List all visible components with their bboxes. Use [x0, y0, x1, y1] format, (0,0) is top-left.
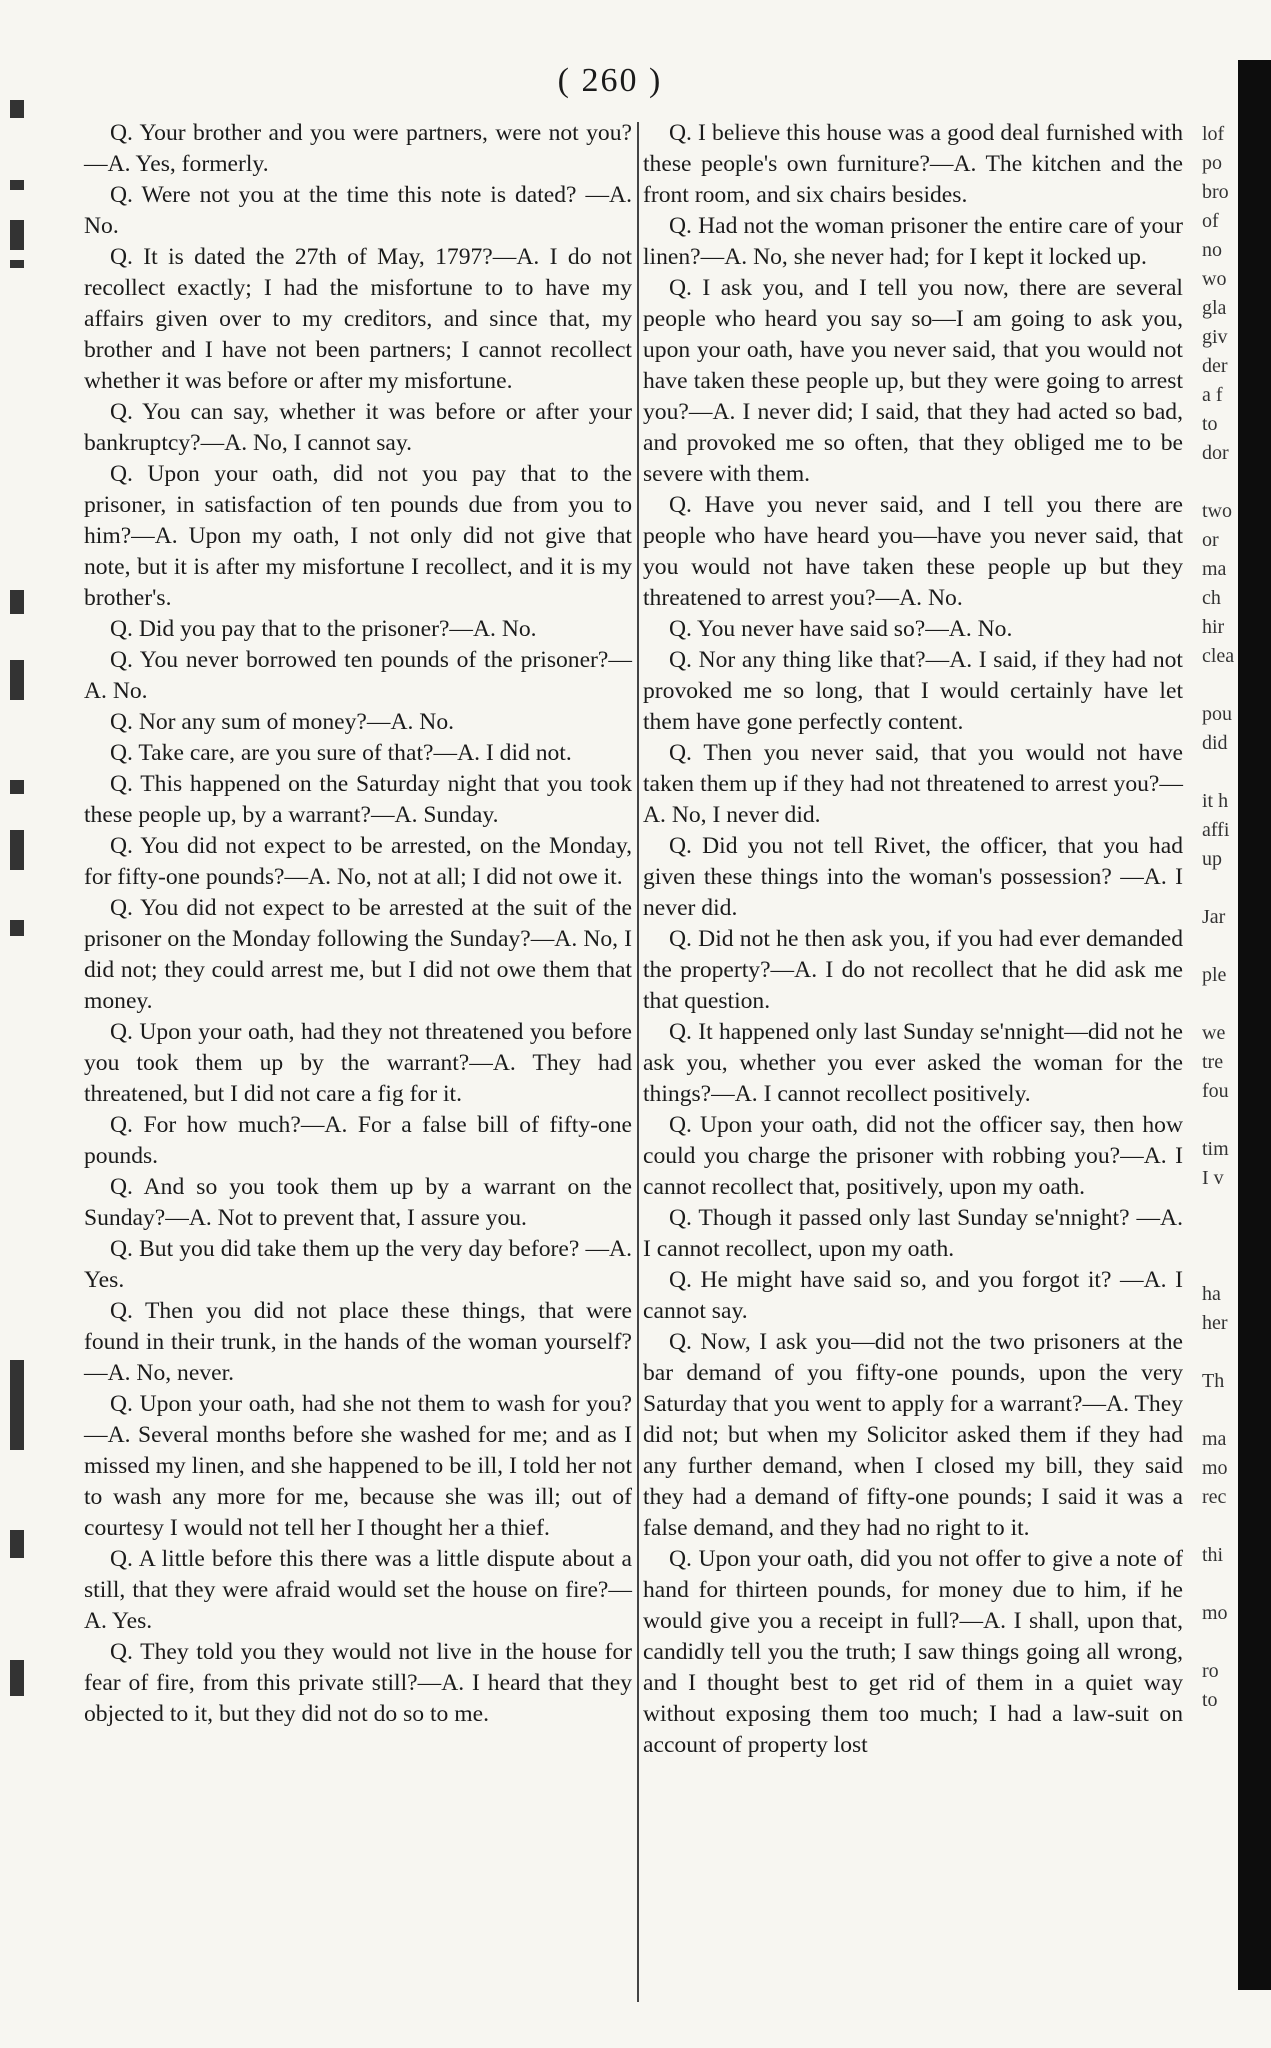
facing-page-fragment: did	[1202, 732, 1228, 754]
facing-page-fragment: der	[1202, 355, 1228, 377]
qa-paragraph: Q. A little before this there was a little dispute about a still, that they were afraid would set the house on fire?—A. Yes.	[84, 1546, 632, 1634]
facing-page-fragment: fou	[1202, 1080, 1229, 1102]
qa-paragraph: Q. Did you pay that to the prisoner?—A. No.	[110, 616, 537, 642]
facing-page-fragment: ma	[1202, 558, 1227, 580]
binding-gutter-marks	[0, 60, 40, 1960]
facing-page-fragment: Jar	[1202, 906, 1226, 928]
qa-paragraph: Q. Nor any sum of money?—A. No.	[110, 709, 455, 735]
qa-paragraph: Q. You never borrowed ten pounds of the prisoner?—A. No.	[84, 647, 632, 704]
facing-page-fragment: of	[1202, 210, 1219, 232]
qa-paragraph: Q. You did not expect to be arrested, on the Monday, for fifty-one pounds?—A. No, not at all; I did not owe it.	[84, 833, 632, 890]
facing-page-fragment: ha	[1202, 1283, 1221, 1305]
facing-page-fragment: giv	[1202, 326, 1228, 348]
facing-page-fragment: a f	[1202, 384, 1223, 406]
qa-paragraph: Q. Upon your oath, did not the officer say, then how could you charge the prisoner with robbing you?—A. I cannot recollect that, positively, upon my oath.	[643, 1112, 1183, 1200]
qa-paragraph: Q. This happened on the Saturday night that you took these people up, by a warrant?—A. Sunday.	[84, 771, 632, 828]
qa-paragraph: Q. Though it passed only last Sunday se'nnight? —A. I cannot recollect, upon my oath.	[643, 1205, 1183, 1262]
qa-paragraph: Q. They told you they would not live in the house for fear of fire, from this private still?—A. I heard that they objected to it, but they did not do so to me.	[84, 1639, 632, 1727]
qa-paragraph: Q. Now, I ask you—did not the two prisoners at the bar demand of you fifty-one pounds, upon the very Saturday that you went to apply for a warrant?—A. They did not; but when my Solicitor asked them if they had any further demand, when I closed my bill, they said they had a demand of fifty-one pounds; I said it was a false demand, and they had no right to it.	[643, 1329, 1183, 1541]
binding-shadow	[1238, 60, 1271, 1990]
facing-page-fragment: two	[1202, 500, 1232, 522]
left-column	[84, 118, 632, 1730]
facing-page-fragment: wo	[1202, 268, 1227, 290]
qa-paragraph: Q. Did you not tell Rivet, the officer, that you had given these things into the woman's possession? —A. I never did.	[643, 833, 1183, 921]
facing-page-fragment: clea	[1202, 645, 1235, 667]
facing-page-fragment: tre	[1202, 1051, 1224, 1073]
facing-page-fragment: ch	[1202, 587, 1221, 609]
qa-paragraph: Q. I ask you, and I tell you now, there are several people who heard you say so—I am going to ask you, upon your oath, have you never said, that you would not have taken these people up, but they were going to arrest you?—A. I never did; I said, that they had acted so bad, and provoked me so often, that they obliged me to be severe with them.	[643, 275, 1183, 487]
facing-page-fragment: or	[1202, 529, 1219, 551]
facing-page-fragment: her	[1202, 1312, 1228, 1334]
facing-page-fragment: affi	[1202, 819, 1230, 841]
facing-page-fragment: ple	[1202, 964, 1227, 986]
qa-paragraph: Q. Were not you at the time this note is dated? —A. No.	[84, 182, 632, 239]
qa-paragraph: Q. Upon your oath, had she not them to wash for you?—A. Several months before she washed for me; and as I missed my linen, and she happened to be ill, I told her not to wash any more for me, because she was ill; out of courtesy I would not tell her I thought her a thief.	[84, 1391, 632, 1541]
facing-page-fragment: I v	[1202, 1167, 1224, 1189]
facing-page-fragment: rec	[1202, 1486, 1227, 1508]
facing-page-fragment: to	[1202, 413, 1218, 435]
qa-paragraph: Q. It is dated the 27th of May, 1797?—A. I do not recollect exactly; I had the misfortune to to have my affairs given over to my creditors, and since that, my brother and I have not been partners; I cannot recollect whether it was before or after my misfortune.	[84, 244, 632, 394]
facing-page-fragment: bro	[1202, 181, 1229, 203]
qa-paragraph: Q. But you did take them up the very day before? —A. Yes.	[84, 1236, 632, 1293]
qa-paragraph: Q. I believe this house was a good deal furnished with these people's own furniture?—A. The kitchen and the front room, and six chairs besides.	[643, 120, 1183, 208]
facing-page-fragment: gla	[1202, 297, 1227, 319]
qa-paragraph: Q. You did not expect to be arrested at the suit of the prisoner on the Monday following the Sunday?—A. No, I did not; they could arrest me, but I did not owe them that money.	[84, 895, 632, 1014]
facing-page-fragment: po	[1202, 152, 1222, 174]
qa-paragraph: Q. Your brother and you were partners, were not you?—A. Yes, formerly.	[84, 120, 632, 177]
facing-page-fragment: lof	[1202, 123, 1225, 145]
qa-paragraph: Q. Upon your oath, had they not threatened you before you took them up by the warrant?—A. They had threatened, but I did not care a fig for it.	[84, 1019, 632, 1107]
qa-paragraph: Q. He might have said so, and you forgot it? —A. I cannot say.	[643, 1267, 1183, 1324]
qa-paragraph: Q. Nor any thing like that?—A. I said, if they had not provoked me so long, that I would certainly have let them have gone perfectly content.	[643, 647, 1183, 735]
facing-page-fragment: it h	[1202, 790, 1229, 812]
right-column	[643, 118, 1183, 1761]
facing-page-fragment: tim	[1202, 1138, 1229, 1160]
qa-paragraph: Q. And so you took them up by a warrant on the Sunday?—A. Not to prevent that, I assure you.	[84, 1174, 632, 1231]
qa-paragraph: Q. Had not the woman prisoner the entire care of your linen?—A. No, she never had; for I kept it locked up.	[643, 213, 1183, 270]
qa-paragraph: Q. For how much?—A. For a false bill of fifty-one pounds.	[84, 1112, 632, 1169]
qa-paragraph: Q. It happened only last Sunday se'nnight—did not he ask you, whether you ever asked the woman for the things?—A. I cannot recollect positively.	[643, 1019, 1183, 1107]
page-number: ( 260 )	[557, 62, 663, 99]
qa-paragraph: Q. Upon your oath, did you not offer to give a note of hand for thirteen pounds, for money due to him, if he would give you a receipt in full?—A. I shall, upon that, candidly tell you the truth; I saw things going all wrong, and I thought best to get rid of them in a quiet way without exposing them too much; I had a law-suit on account of property lost	[643, 1546, 1183, 1758]
facing-page-fragment: up	[1202, 848, 1222, 870]
facing-page-fragment: we	[1202, 1022, 1226, 1044]
qa-paragraph: Q. Take care, are you sure of that?—A. I did not.	[110, 740, 572, 766]
facing-page-fragment: no	[1202, 239, 1222, 261]
facing-page-fragment: ro	[1202, 1660, 1219, 1682]
facing-page-fragment: ma	[1202, 1428, 1227, 1450]
qa-paragraph: Q. Upon your oath, did not you pay that to the prisoner, in satisfaction of ten pounds due from you to him?—A. Upon my oath, I not only did not give that note, but it is after my misfortune I recollect, and it is my brother's.	[84, 461, 632, 611]
qa-paragraph: Q. Have you never said, and I tell you there are people who have heard you—have you never said, that you would not have taken these people up but they threatened to arrest you?—A. No.	[643, 492, 1183, 611]
qa-paragraph: Q. You can say, whether it was before or after your bankruptcy?—A. No, I cannot say.	[84, 399, 632, 456]
facing-page-fragment: to	[1202, 1689, 1218, 1711]
qa-paragraph: Q. Then you did not place these things, that were found in their trunk, in the hands of the woman yourself?—A. No, never.	[84, 1298, 632, 1386]
qa-paragraph: Q. You never have said so?—A. No.	[669, 616, 1013, 642]
facing-page-fragment: mo	[1202, 1457, 1228, 1479]
facing-page-fragment: mo	[1202, 1602, 1228, 1624]
facing-page-fragment: pou	[1202, 703, 1232, 725]
qa-paragraph: Q. Then you never said, that you would not have taken them up if they had not threatened to arrest you?—A. No, I never did.	[643, 740, 1183, 828]
qa-paragraph: Q. Did not he then ask you, if you had ever demanded the property?—A. I do not recollect that he did ask me that question.	[643, 926, 1183, 1014]
column-divider	[637, 122, 639, 2002]
facing-page-fragment: Th	[1202, 1370, 1225, 1392]
facing-page-fragment: thi	[1202, 1544, 1224, 1566]
facing-page-fragment: hir	[1202, 616, 1225, 638]
facing-page-fragment: dor	[1202, 442, 1229, 464]
